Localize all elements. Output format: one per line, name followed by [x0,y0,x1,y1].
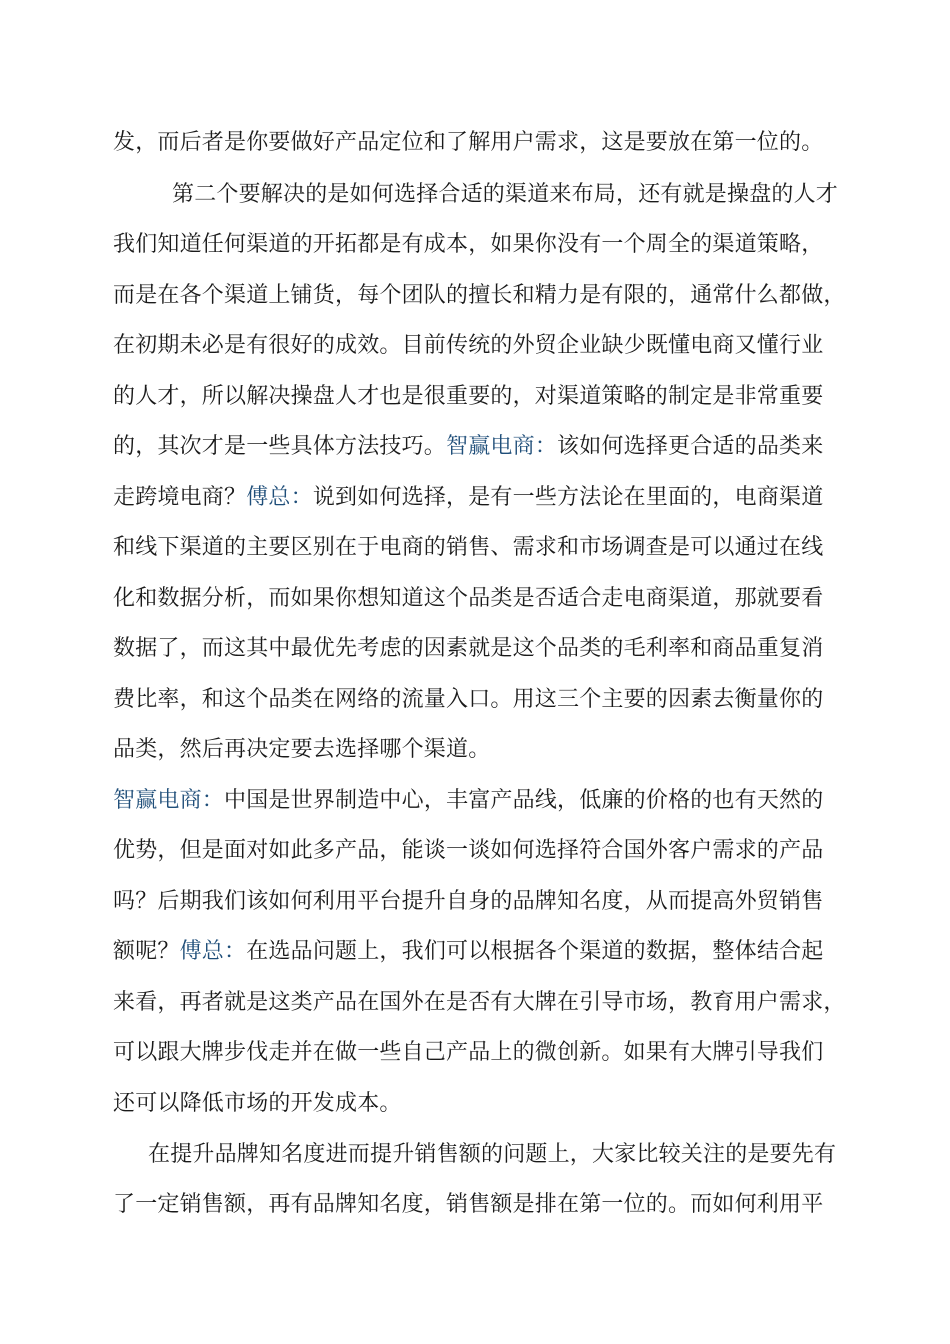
line-text: 优势，但是面对如此多产品，能谈一谈如何选择符合国外客户需求的产品 [113,838,824,863]
line-text: 第二个要解决的是如何选择合适的渠道来布局，还有就是操盘的人才 [172,182,839,207]
line-text: 品类，然后再决定要去选择哪个渠道。 [113,737,491,762]
text-line [113,331,823,361]
text-line [113,685,823,715]
line-text: 来看，再者就是这类产品在国外在是否有大牌在引导市场，教育用户需求， [113,990,846,1015]
line-text: 中国是世界制造中心，丰富产品线，低廉的价格的也有天然的 [224,788,824,813]
text-line [113,281,846,311]
text-line [113,584,823,614]
line-text: 走跨境电商？ [113,485,247,510]
line-text: 的人才，所以解决操盘人才也是很重要的，对渠道策略的制定是非常重要 [113,384,824,409]
text-line [113,836,823,866]
text-line [113,786,823,816]
text-line [113,735,490,765]
line-text: 吗？后期我们该如何利用平台提升自身的品牌知名度，从而提高外贸销售 [113,889,824,914]
line-text: 在初期未必是有很好的成效。目前传统的外贸企业缺少既懂电商又懂行业 [113,333,824,358]
speaker-label: 智赢电商： [113,788,225,813]
text-line [113,1089,402,1119]
text-line [113,937,823,967]
text-line [113,887,823,917]
line-text: 可以跟大牌步伐走并在做一些自己产品上的微创新。如果有大牌引导我们 [113,1040,824,1065]
text-line [113,432,823,462]
line-text: 费比率，和这个品类在网络的流量入口。用这三个主要的因素去衡量你的 [113,687,824,712]
line-text: 在提升品牌知名度进而提升销售额的问题上，大家比较关注的是要先有 [148,1142,837,1167]
speaker-label: 傅总： [246,485,313,510]
line-text: 我们知道任何渠道的开拓都是有成本，如果你没有一个周全的渠道策略， [113,232,824,257]
text-line [113,230,823,260]
line-text: 而是在各个渠道上铺货，每个团队的擅长和精力是有限的，通常什么都做， [113,283,846,308]
line-text: 在选品问题上，我们可以根据各个渠道的数据，整体结合起 [246,939,824,964]
line-text: 额呢？ [113,939,180,964]
text-line [172,180,838,210]
text-line [113,128,823,158]
line-text: 还可以降低市场的开发成本。 [113,1091,402,1116]
text-line [113,382,823,412]
text-line [113,483,823,513]
line-text: 数据了，而这其中最优先考虑的因素就是这个品类的毛利率和商品重复消 [113,636,824,661]
line-text: 说到如何选择，是有一些方法论在里面的，电商渠道 [312,485,824,510]
text-line [113,533,823,563]
line-text: 了一定销售额，再有品牌知名度，销售额是排在第一位的。而如何利用平 [113,1192,824,1217]
text-line [148,1140,836,1170]
speaker-label: 傅总： [179,939,247,964]
text-line [113,988,846,1018]
speaker-label: 智赢电商： [446,434,558,459]
line-text: 化和数据分析，而如果你想知道这个品类是否适合走电商渠道，那就要看 [113,586,824,611]
line-text: 的，其次才是一些具体方法技巧。 [113,434,447,459]
text-line [113,1190,823,1220]
text-line [113,634,823,664]
line-text: 和线下渠道的主要区别在于电商的销售、需求和市场调查是可以通过在线 [113,535,824,560]
line-text: 发，而后者是你要做好产品定位和了解用户需求，这是要放在第一位的。 [113,130,824,155]
line-text: 该如何选择更合适的品类来 [557,434,824,459]
text-line [113,1038,823,1068]
